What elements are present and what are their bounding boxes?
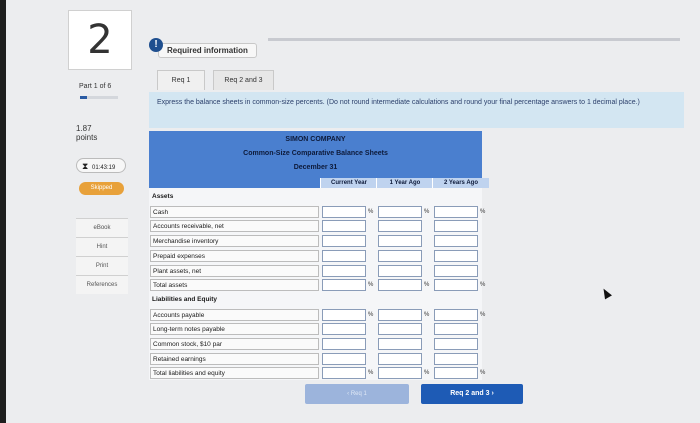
worksheet-title: Common-Size Comparative Balance Sheets	[243, 150, 388, 157]
input-2-years-ago[interactable]	[434, 235, 478, 247]
row-label: Plant assets, net	[150, 265, 319, 277]
table-row	[149, 338, 482, 350]
input-2-years-ago[interactable]	[434, 367, 478, 379]
question-number: 2	[68, 10, 132, 70]
percent-sign: %	[368, 370, 374, 377]
table-row	[149, 309, 486, 321]
section-heading-row	[149, 191, 482, 203]
input-1-year-ago[interactable]	[378, 338, 422, 350]
points	[76, 124, 97, 142]
input-2-years-ago[interactable]	[434, 279, 478, 291]
table-row	[149, 323, 482, 335]
input-2-years-ago[interactable]	[434, 206, 478, 218]
part-indicator: Part 1 of 6	[79, 83, 112, 90]
input-current-year[interactable]	[322, 206, 366, 218]
row-label: Retained earnings	[150, 353, 319, 365]
table-row	[149, 367, 486, 379]
row-label: Long-term notes payable	[150, 323, 319, 335]
input-2-years-ago[interactable]	[434, 338, 478, 350]
percent-sign: %	[480, 311, 486, 318]
ebook-link[interactable]: eBook	[76, 218, 128, 237]
column-header-1-year-ago: 1 Year Ago	[376, 178, 433, 188]
table-row	[149, 220, 482, 232]
percent-sign: %	[424, 208, 430, 215]
input-current-year[interactable]	[322, 235, 366, 247]
input-current-year[interactable]	[322, 250, 366, 262]
column-header-current-year: Current Year	[320, 178, 377, 188]
input-current-year[interactable]	[322, 338, 366, 350]
balance-sheet-worksheet	[149, 131, 486, 380]
timer[interactable]	[76, 158, 126, 173]
part-progress-fill	[80, 96, 87, 99]
tab-req-2-and-3[interactable]: Req 2 and 3	[213, 70, 274, 90]
required-information-label: Required information	[158, 43, 257, 58]
input-2-years-ago[interactable]	[434, 250, 478, 262]
status-badge: Skipped	[79, 182, 124, 195]
input-2-years-ago[interactable]	[434, 323, 478, 335]
row-label: Total liabilities and equity	[150, 367, 319, 379]
instruction-text: Express the balance sheets in common-size percents. (Do not round intermediate calculations and round your final percentage answers to 1 decimal place.)	[149, 92, 684, 128]
input-current-year[interactable]	[322, 265, 366, 277]
percent-sign: %	[424, 282, 430, 289]
references-link[interactable]: References	[76, 275, 128, 294]
input-2-years-ago[interactable]	[434, 309, 478, 321]
input-2-years-ago[interactable]	[434, 220, 478, 232]
worksheet-date: December 31	[293, 164, 338, 171]
input-1-year-ago[interactable]	[378, 250, 422, 262]
input-1-year-ago[interactable]	[378, 265, 422, 277]
row-label: Total assets	[150, 279, 319, 291]
points-label: points	[76, 133, 98, 142]
company-name: SIMON COMPANY	[285, 136, 346, 143]
header-divider	[268, 38, 680, 41]
input-1-year-ago[interactable]	[378, 279, 422, 291]
input-current-year[interactable]	[322, 367, 366, 379]
input-1-year-ago[interactable]	[378, 220, 422, 232]
percent-sign: %	[424, 311, 430, 318]
points-value: 1.87	[76, 124, 92, 133]
table-row	[149, 206, 486, 218]
input-1-year-ago[interactable]	[378, 323, 422, 335]
input-1-year-ago[interactable]	[378, 235, 422, 247]
section-heading: Assets	[152, 193, 174, 200]
row-label: Cash	[150, 206, 319, 218]
table-row	[149, 279, 486, 291]
table-row	[149, 235, 482, 247]
input-2-years-ago[interactable]	[434, 353, 478, 365]
chevron-left-icon: ‹	[347, 391, 351, 397]
part-progress-bar	[80, 96, 118, 99]
hourglass-icon: ⧗	[82, 161, 89, 171]
table-row	[149, 250, 482, 262]
next-req-label: Req 2 and 3	[450, 390, 490, 397]
prev-req-button[interactable]	[305, 384, 409, 404]
input-1-year-ago[interactable]	[378, 309, 422, 321]
table-row	[149, 353, 482, 365]
input-current-year[interactable]	[322, 220, 366, 232]
worksheet-body	[149, 188, 486, 380]
worksheet-header	[149, 131, 482, 188]
input-2-years-ago[interactable]	[434, 265, 478, 277]
tab-req-1[interactable]: Req 1	[157, 70, 205, 90]
input-current-year[interactable]	[322, 353, 366, 365]
percent-sign: %	[368, 311, 374, 318]
next-req-button[interactable]	[421, 384, 523, 404]
column-header-2-years-ago: 2 Years Ago	[432, 178, 489, 188]
input-1-year-ago[interactable]	[378, 353, 422, 365]
input-1-year-ago[interactable]	[378, 367, 422, 379]
input-1-year-ago[interactable]	[378, 206, 422, 218]
row-label: Common stock, $10 par	[150, 338, 319, 350]
info-icon: !	[149, 38, 163, 52]
row-label: Merchandise inventory	[150, 235, 319, 247]
input-current-year[interactable]	[322, 309, 366, 321]
percent-sign: %	[480, 208, 486, 215]
chevron-right-icon: ›	[489, 390, 494, 397]
percent-sign: %	[424, 370, 430, 377]
browser-screen	[6, 0, 700, 423]
row-label: Accounts receivable, net	[150, 220, 319, 232]
input-current-year[interactable]	[322, 323, 366, 335]
hint-link[interactable]: Hint	[76, 237, 128, 256]
section-heading-row	[149, 294, 482, 306]
print-link[interactable]: Print	[76, 256, 128, 275]
row-label: Prepaid expenses	[150, 250, 319, 262]
percent-sign: %	[368, 282, 374, 289]
mouse-cursor	[600, 287, 612, 300]
percent-sign: %	[480, 370, 486, 377]
section-heading: Liabilities and Equity	[152, 295, 218, 303]
percent-sign: %	[368, 208, 374, 215]
timer-value: 01:43:19	[92, 165, 116, 171]
row-label: Accounts payable	[150, 309, 319, 321]
prev-req-label: Req 1	[350, 391, 367, 397]
percent-sign: %	[480, 282, 486, 289]
input-current-year[interactable]	[322, 279, 366, 291]
table-row	[149, 265, 482, 277]
